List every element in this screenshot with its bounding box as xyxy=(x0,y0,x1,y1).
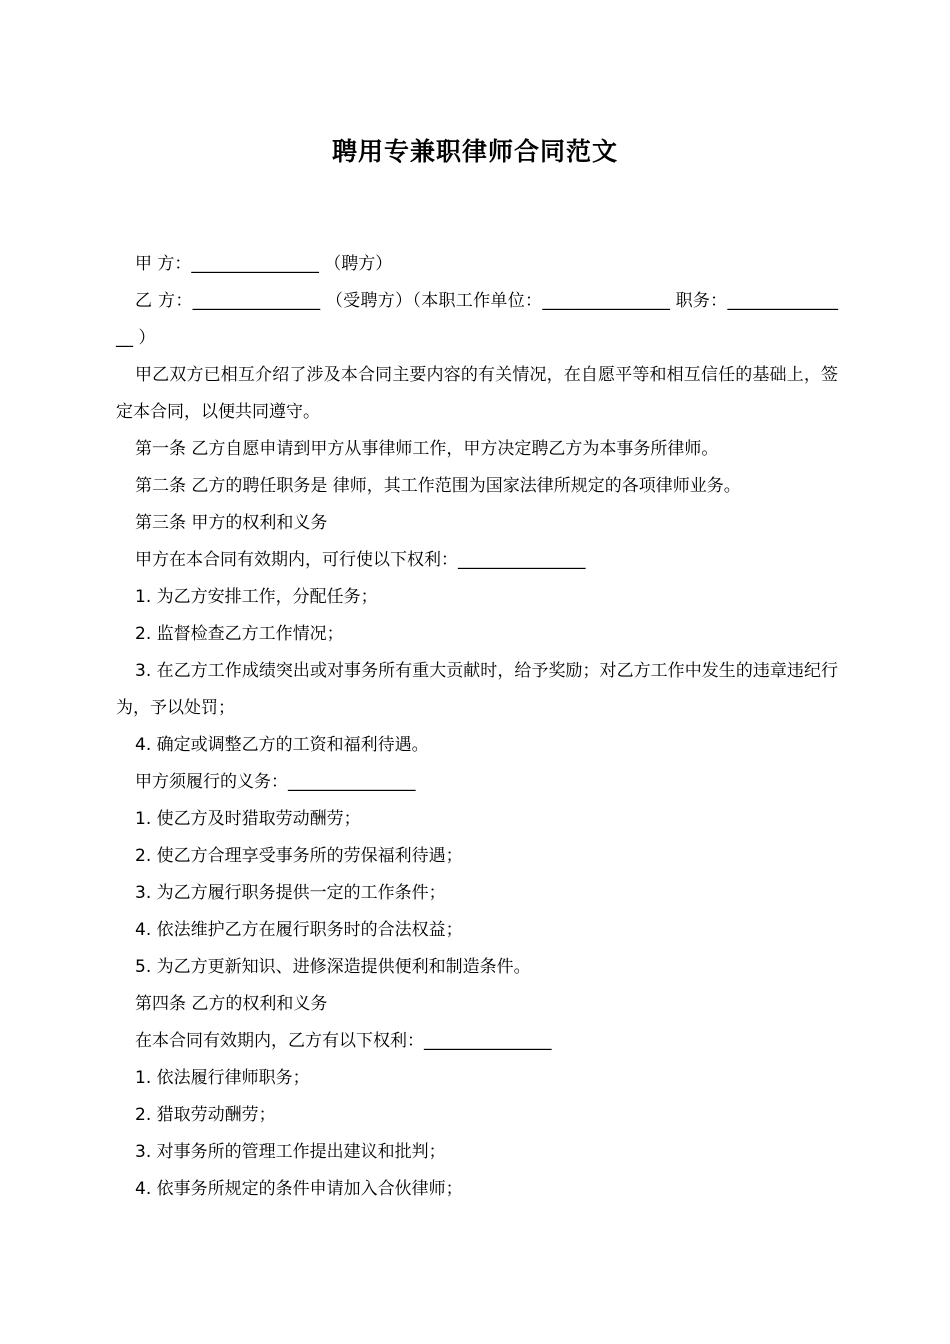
party-a-right-2: 2. 监督检查乙方工作情况； xyxy=(135,624,344,644)
party-a-duty-2: 2. 使乙方合理享受事务所的劳保福利待遇； xyxy=(135,846,463,866)
party-a-rights-intro: 甲方在本合同有效期内，可行使以下权利：_______________ xyxy=(135,550,586,570)
party-a-right-1: 1. 为乙方安排工作，分配任务； xyxy=(135,587,378,607)
party-b-right-2: 2. 猎取劳动酬劳； xyxy=(135,1105,276,1125)
party-a-right-4: 4. 确定或调整乙方的工资和福利待遇。 xyxy=(135,735,429,755)
party-a-duty-1: 1. 使乙方及时猎取劳动酬劳； xyxy=(135,809,361,829)
party-b-right-1: 1. 依法履行律师职务； xyxy=(135,1068,310,1088)
party-a-duties-intro: 甲方须履行的义务：_______________ xyxy=(135,772,416,792)
document-body xyxy=(116,246,838,1208)
party-b-right-3: 3. 对事务所的管理工作提出建议和批判； xyxy=(135,1142,446,1162)
preamble-paragraph: 甲乙双方已相互介绍了涉及本合同主要内容的有关情况，在自愿平等和相互信任的基础上，签定本合同，以便共同遵守。 xyxy=(116,365,838,422)
document-title: 聘用专兼职律师合同范文 xyxy=(331,137,618,166)
party-b-right-4: 4. 依事务所规定的条件申请加入合伙律师； xyxy=(135,1179,463,1199)
party-b-rights-intro: 在本合同有效期内，乙方有以下权利：_______________ xyxy=(135,1031,552,1051)
party-b-line: 乙 方：_______________ （受聘方）（本职工作单位：_______________ 职务：_______________ ） xyxy=(116,291,838,348)
party-a-right-3: 3. 在乙方工作成绩突出或对事务所有重大贡献时，给予奖励；对乙方工作中发生的违章违纪行为，予以处罚； xyxy=(116,661,838,718)
party-a-line: 甲 方：_______________ （聘方） xyxy=(135,254,393,274)
party-a-duty-3: 3. 为乙方履行职务提供一定的工作条件； xyxy=(135,883,446,903)
party-a-duty-5: 5. 为乙方更新知识、进修深造提供便利和制造条件。 xyxy=(135,957,531,977)
article-2: 第二条 乙方的聘任职务是 律师，其工作范围为国家法律所规定的各项律师业务。 xyxy=(135,476,741,496)
article-4-heading: 第四条 乙方的权利和义务 xyxy=(135,994,328,1014)
party-a-duty-4: 4. 依法维护乙方在履行职务时的合法权益； xyxy=(135,920,463,940)
article-3-heading: 第三条 甲方的权利和义务 xyxy=(135,513,328,533)
article-1: 第一条 乙方自愿申请到甲方从事律师工作，甲方决定聘乙方为本事务所律师。 xyxy=(135,439,719,459)
